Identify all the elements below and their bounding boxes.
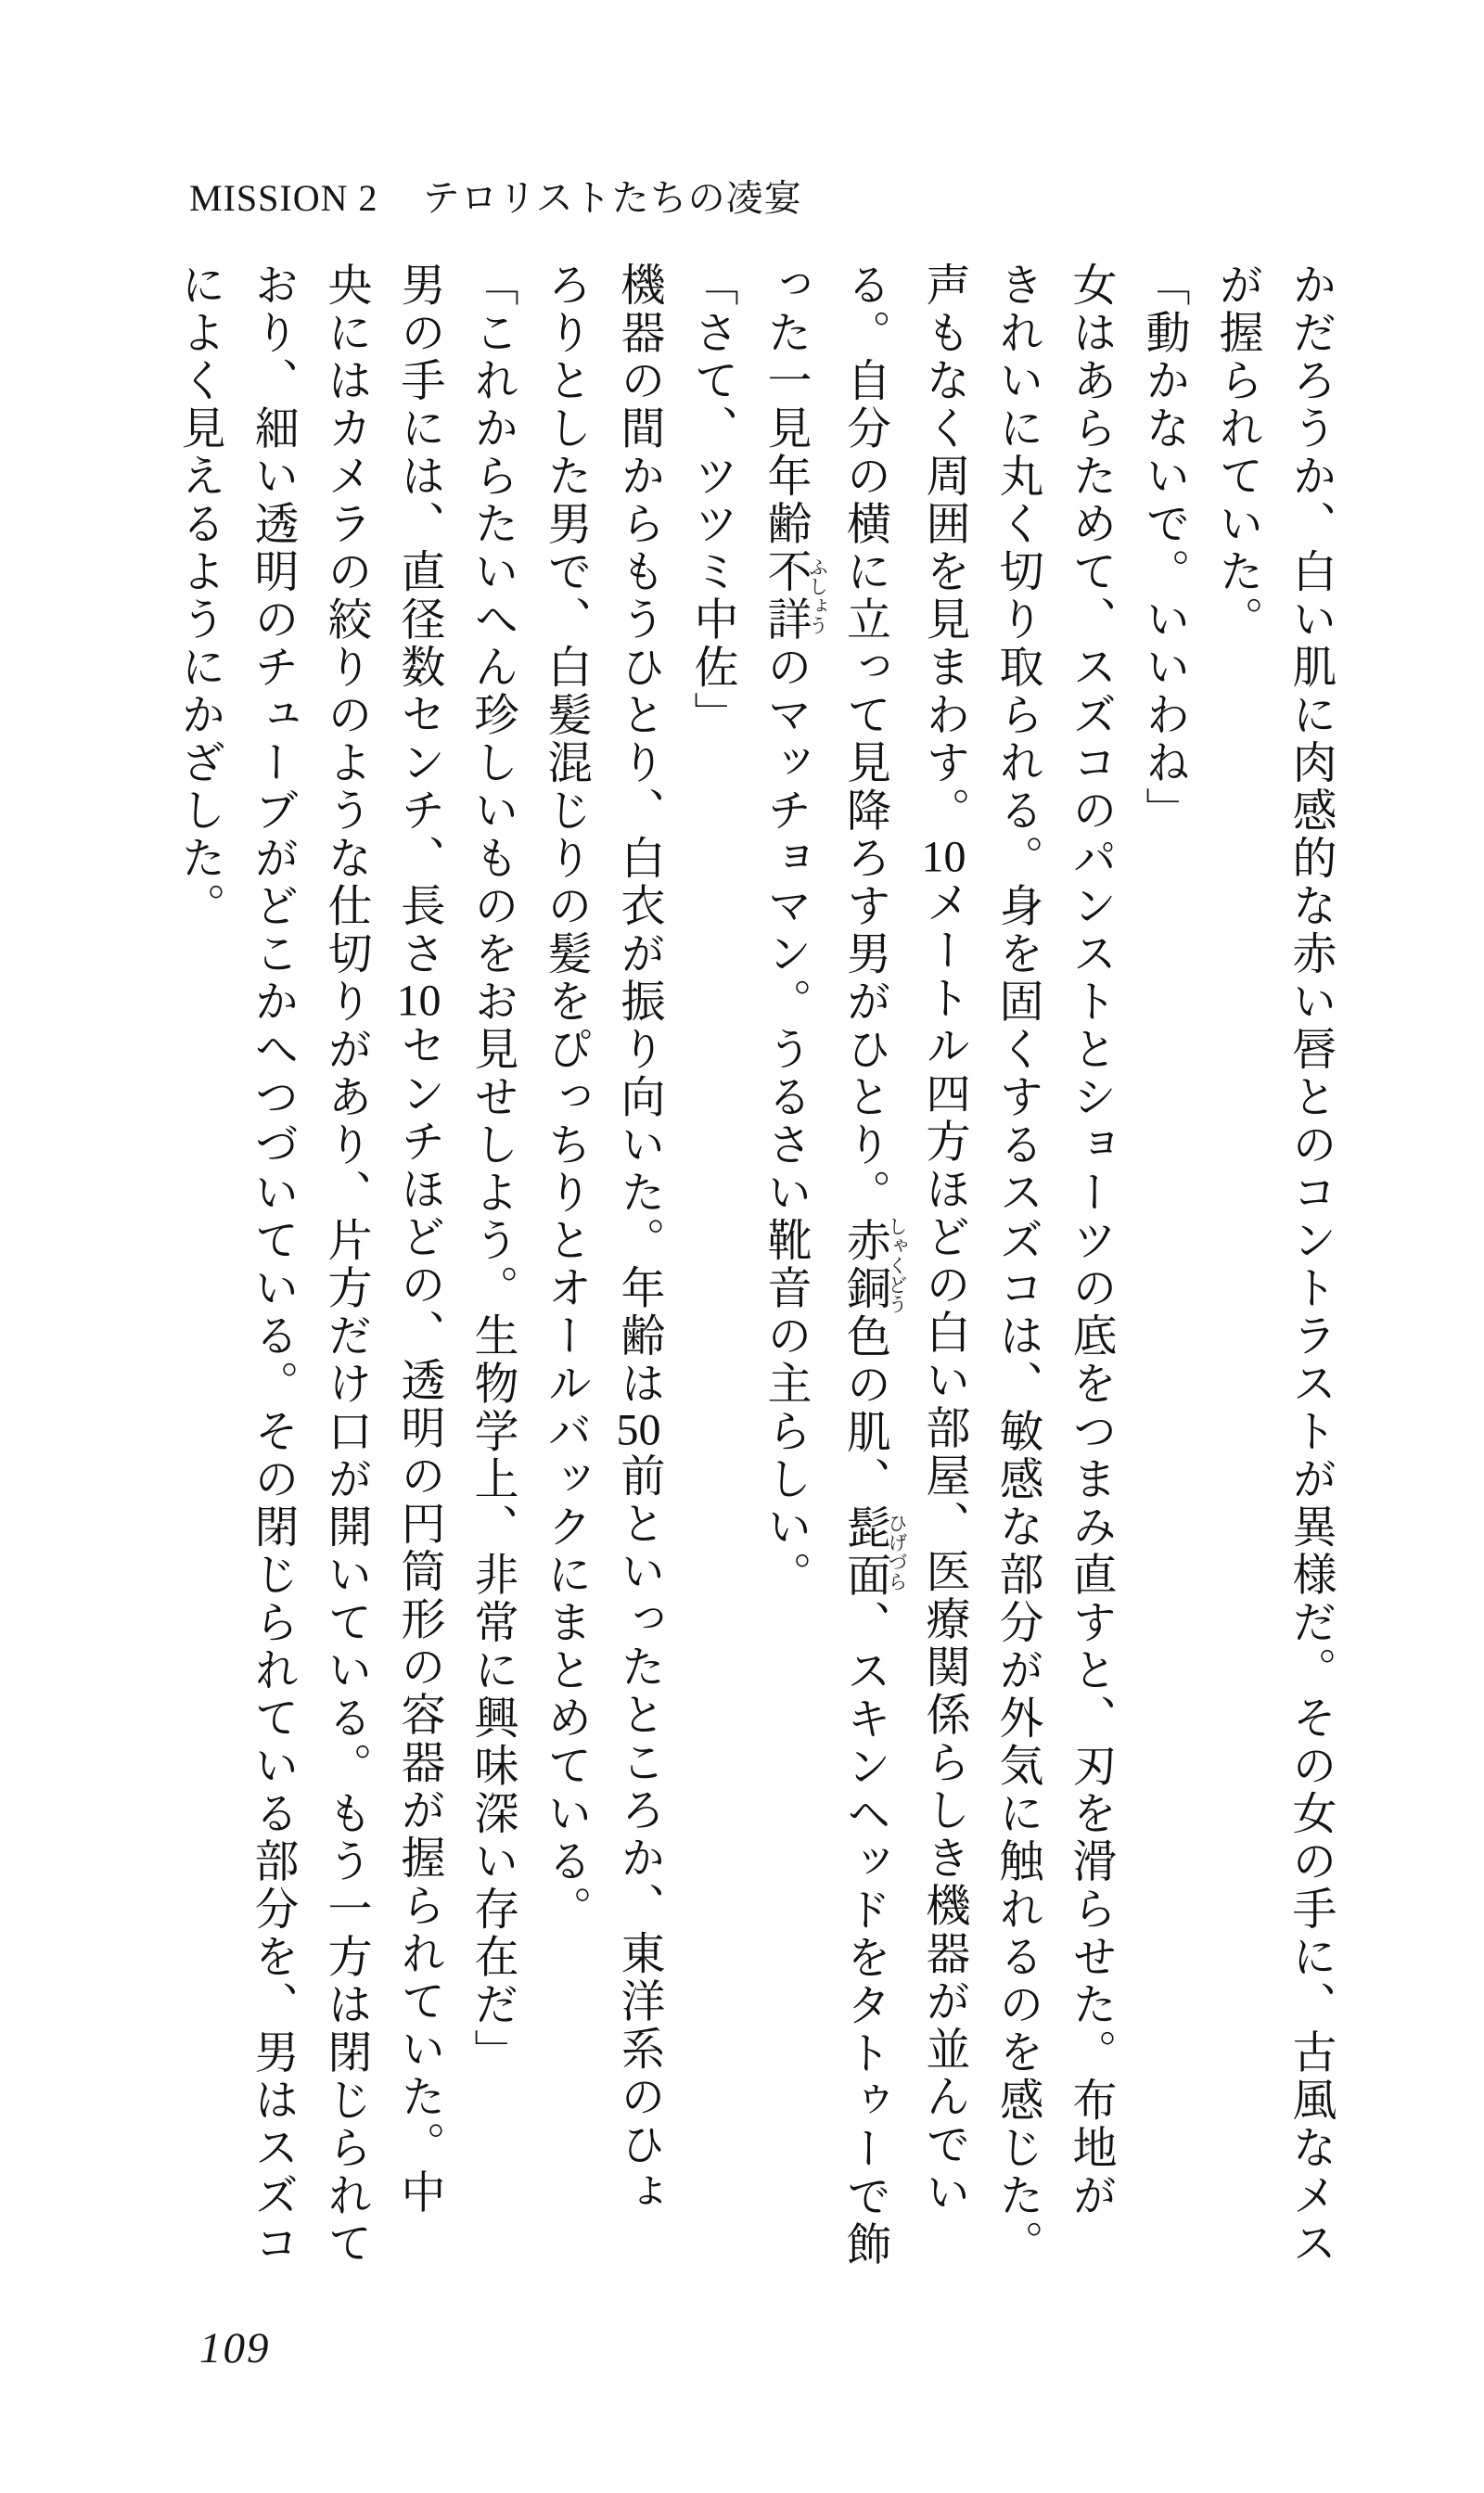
paragraph — [162, 262, 455, 2279]
text-column: ろりとした男で、白髪混じりの髪をぴっちりとオールバックにまとめている。 — [541, 262, 590, 1934]
furigana: ふしょう — [806, 548, 829, 644]
paragraph — [529, 262, 675, 2279]
text-column: 「さて、ツツミ中佐」 — [687, 262, 736, 739]
furigana-base: 不詳ふしょう — [761, 548, 829, 644]
text-column: 「これからたいへん珍しいものをお見せしよう。生物学上、非常に興味深い存在だ」 — [467, 262, 517, 2077]
body-text — [174, 262, 1347, 2279]
paragraph — [675, 262, 748, 2279]
text-column: 女はあらためて、スズコのパンストとショーツの底をつまみ直すと、刃を滑らせた。布地が — [1066, 262, 1115, 2220]
text-column: 「動かないで。いいわね」 — [1139, 262, 1188, 835]
tatechuyoko-number: 10 — [921, 835, 966, 879]
text-column: おり、細い透明のチューブがどこかへつづいている。その閉じられている部分を、男はスズコ — [248, 262, 297, 2268]
text-column: 央にはカメラの絞りのような仕切りがあり、片方だけ口が開いている。もう一方は閉じられて — [321, 262, 370, 2268]
chapter-label: MISSION 2 — [189, 177, 378, 219]
text-column: 男の手には、直径数センチ、長さ10センチほどの、透明の円筒形の容器が握られていた。中 — [394, 262, 443, 2217]
tatechuyoko-number: 10 — [396, 978, 441, 1023]
text-column: かだろうか、白い肌に肉感的な赤い唇とのコントラストが異様だ。その女の手に、古風なメス — [1286, 262, 1335, 2268]
chapter-title: テロリストたちの凌宴 — [422, 177, 802, 219]
running-header — [189, 169, 802, 222]
furigana-base: 髭面ひげづら — [839, 1504, 908, 1600]
text-column: が握られていた。 — [1212, 262, 1261, 644]
page-number: 109 — [199, 2324, 271, 2372]
text-column: きれいに丸く切り取られる。身を固くするスズコは、敏感な部分が外気に触れるのを感じた。 — [992, 262, 1042, 2268]
paragraph — [1127, 262, 1200, 2279]
paragraph — [1200, 262, 1347, 2279]
furigana: しゃくどう — [886, 1216, 908, 1314]
paragraph — [748, 262, 1127, 2279]
text-column: 声もなく周囲を見まわす。10メートル四方ほどの白い部屋、医療関係らしき機器が並んでい — [919, 262, 968, 2217]
text-column: る。自分の横に立って見降ろす男がひとり。赤銅しゃくどう色の肌、髭面ひげづら、スキンヘッドをタトゥーで飾 — [839, 262, 908, 2269]
furigana: ひげづら — [886, 1504, 908, 1600]
furigana-base: 赤銅しゃくどう — [839, 1216, 908, 1314]
tatechuyoko-number: 50 — [616, 1408, 661, 1452]
paragraph — [455, 262, 529, 2279]
text-column: った一見年齢不詳ふしょうのマッチョマン。うるさい靴音の主らしい。 — [761, 262, 829, 1599]
text-column: 機器の間からもうひとり、白衣が振り向いた。年齢は50前といったところか、東洋系のひょ — [614, 262, 663, 2217]
text-column: によく見えるようにかざした。 — [174, 262, 224, 930]
